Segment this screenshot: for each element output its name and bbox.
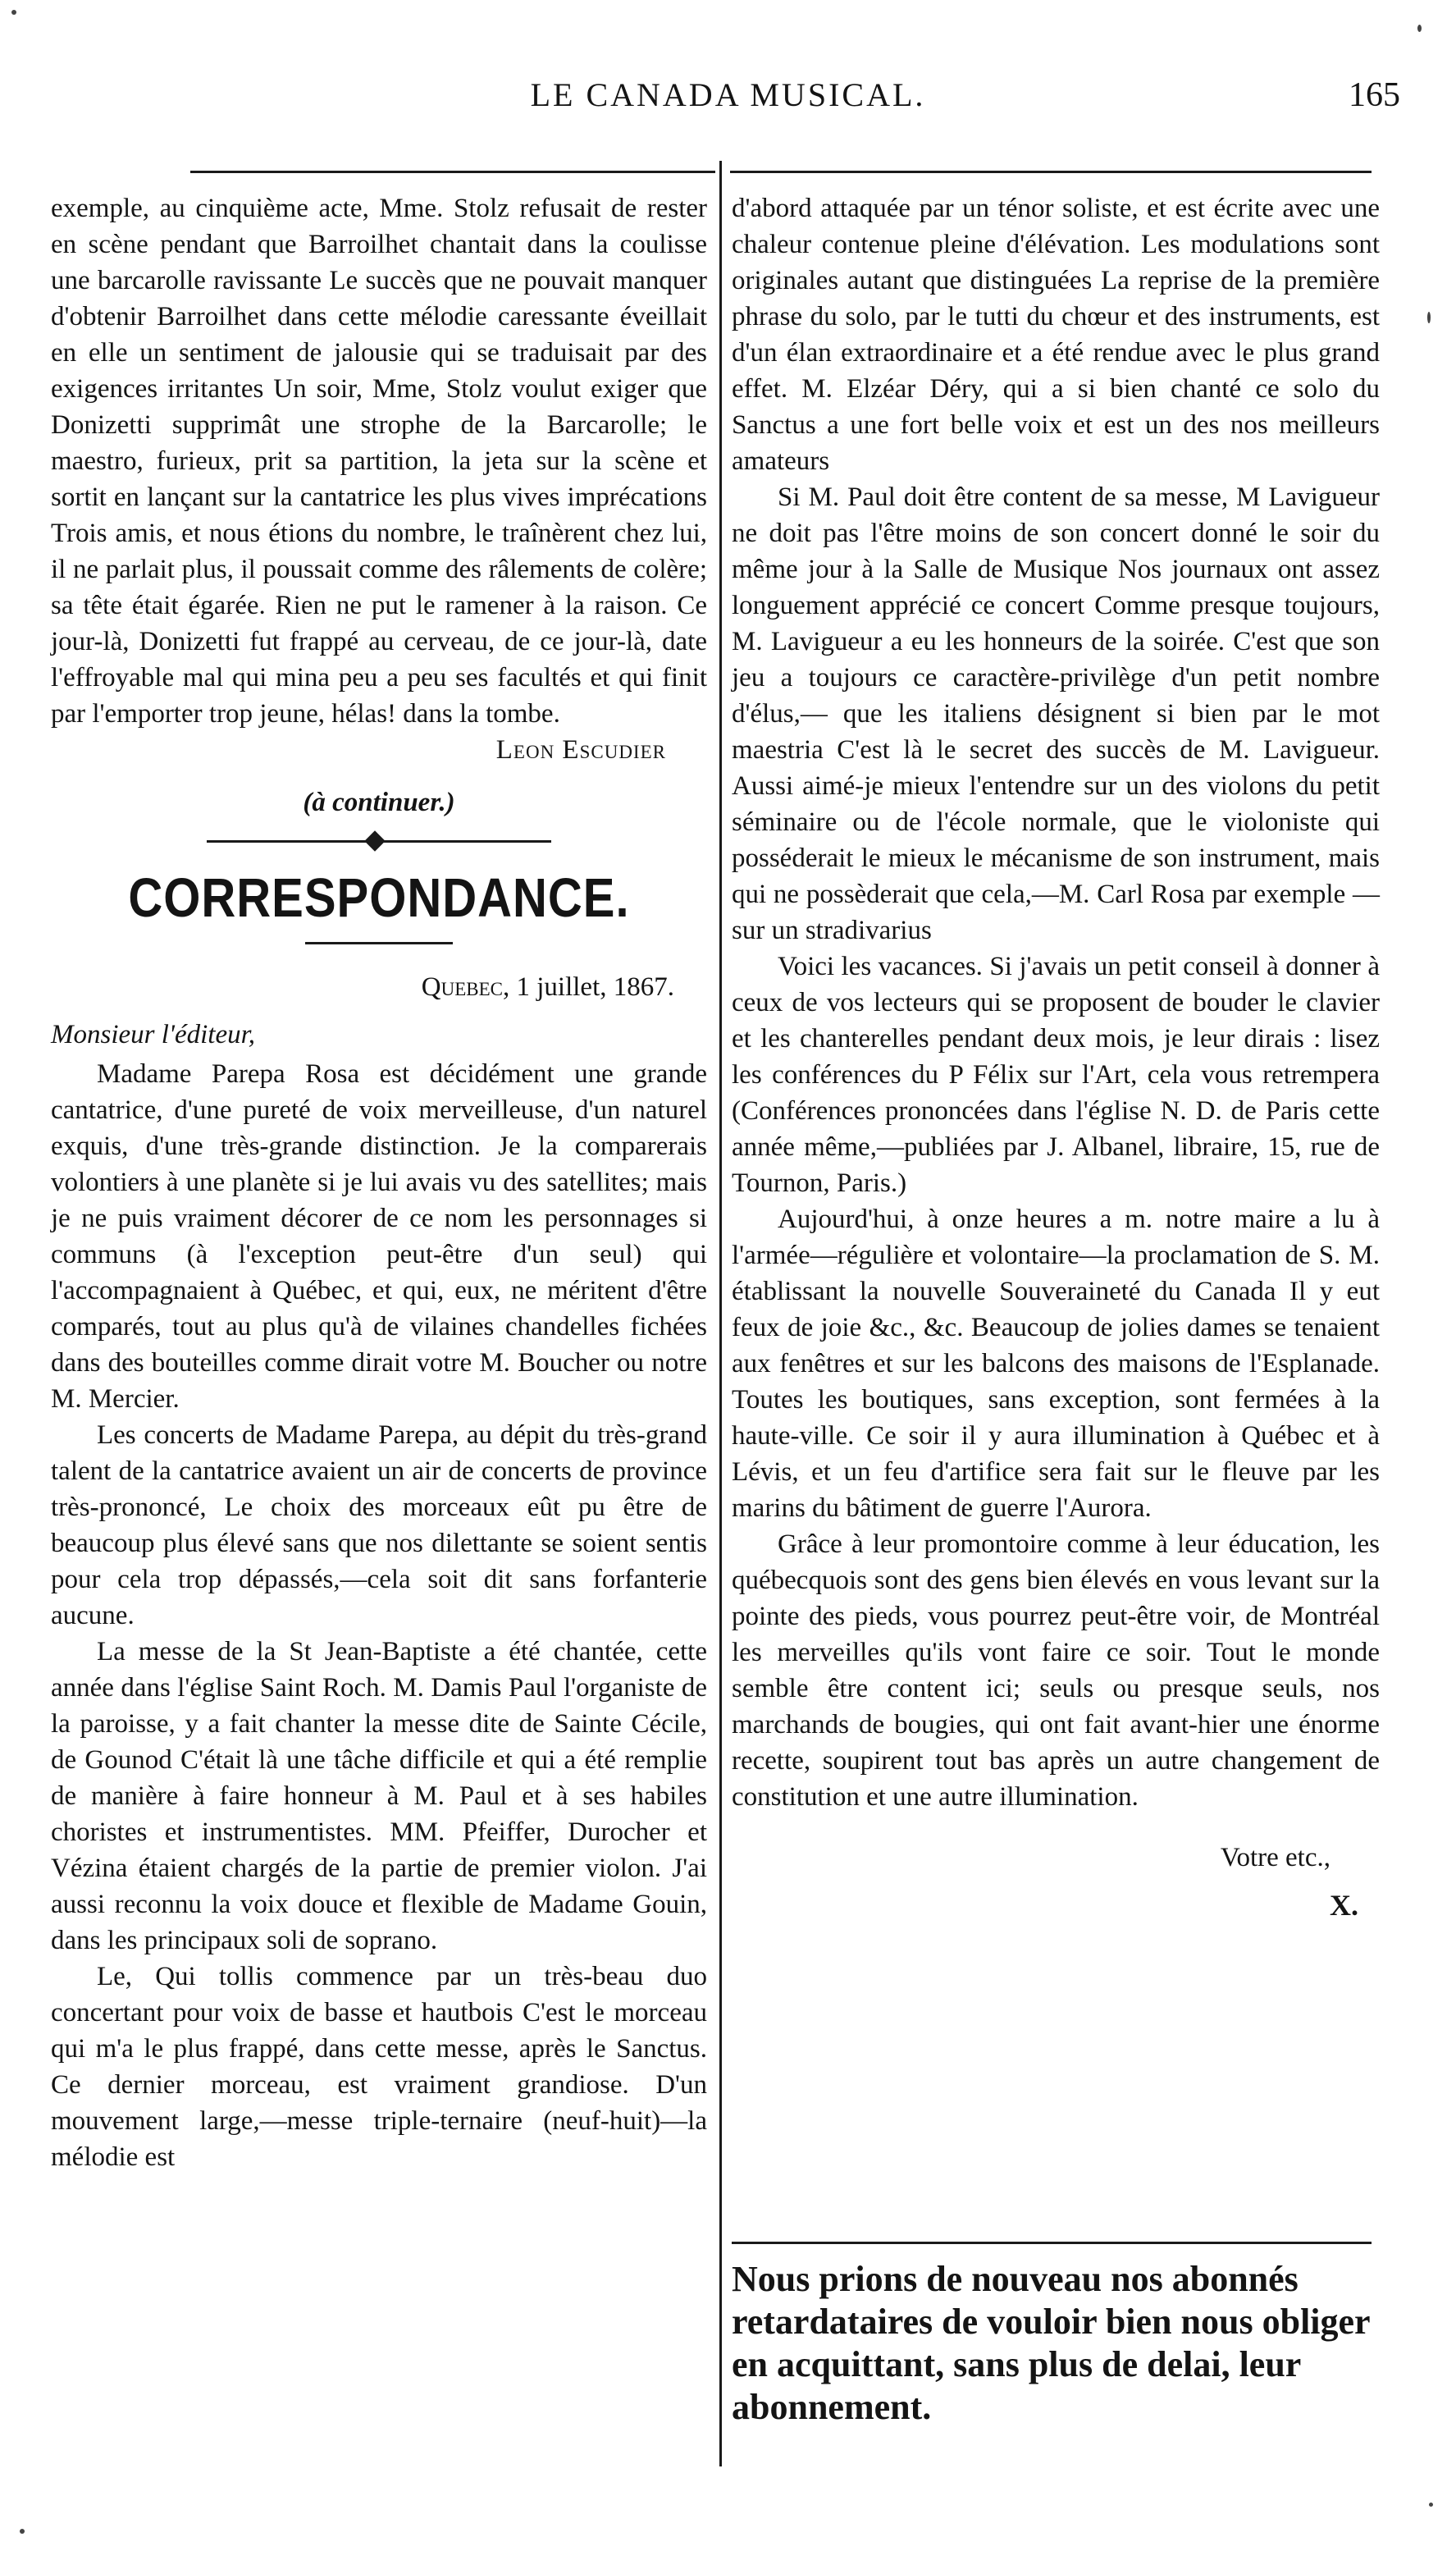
print-speck [11, 10, 16, 15]
letter-paragraph: Les concerts de Madame Parepa, au dépit du très-grand talent de la cantatrice avaient un air de concerts de province très-prononcé, Le choix des morceaux eût pu être de beaucoup plus élevé sans que nos dilettante se soient sentis pour cela trop dépassés,—cela soit dit sans forfanterie aucune. [51, 1420, 707, 1630]
letter-closing: Votre etc., [1220, 1843, 1330, 1872]
print-speck [20, 2529, 25, 2534]
letter-paragraph: La messe de la St Jean-Baptiste a été chantée, cette année dans l'église Saint Roch. M. Damis Paul l'organiste de la paroisse, y a fait chanter la messe dite de Sainte Cécile, de Gounod C'était là une tâche difficile et qui a été remplie de manière à faire honneur à M. Paul et à ses habiles choristes et instrumentistes. MM. Pfeiffer, Durocher et Vézina étaient chargés de la partie de premier violon. J'ai aussi reconnu la voix douce et flexible de Madame Gouin, dans les principaux soli de soprano. [51, 1637, 707, 1955]
heading-rule [305, 942, 453, 944]
subscription-notice-text: Nous prions de nouveau nos abonnés retardataires de vouloir bien nous obliger en acquittant, sans plus de delai, leur abonnement. [732, 2259, 1370, 2427]
section-heading: CORRESPONDANCE. [128, 867, 630, 929]
letter-paragraph: Voici les vacances. Si j'avais un petit conseil à donner à ceux de vos lecteurs qui se proposent de bouder le clavier et les chanterelles pendant deux mois, je leur dirais : lisez les conférences du P Félix sur l'Art, cela vous retrempera (Conférences prononcées dans l'église N. D. de Paris cette année même,—publiées par J. Albanel, libraire, 15, rue de Tournon, Paris.) [732, 952, 1380, 1198]
letter-paragraph: Aujourd'hui, à onze heures a m. notre maire a lu à l'armée—régulière et volontaire—la proclamation de S. M. établissant la nouvelle Souveraineté du Canada Il y eut feux de joie &c., &c. Beaucoup de jolies dames se tenaient aux fenêtres et sur les balcons des maisons de l'Esplanade. Toutes les boutiques, sans exception, sont fermées à la haute-ville. Ce soir il y aura illumination à Québec et à Lévis, et un feu d'artifice sera fait sur le fleuve par les marins du bâtiment de guerre l'Aurora. [732, 1205, 1380, 1523]
notice-rule [732, 2242, 1372, 2244]
column-divider [719, 161, 722, 2466]
letter-paragraph: Le, Qui tollis commence par un très-beau duo concertant pour voix de basse et hautbois C'est le morceau qui m'a le plus frappé, dans cette messe, après le Sanctus. Ce dernier morceau, est vraiment grandiose. D'un mouvement large,—messe triple-ternaire (neuf-huit)—la mélodie est [51, 1962, 707, 2172]
dateline-date: , 1 juillet, 1867. [503, 972, 674, 1002]
left-column [51, 190, 707, 2175]
continued-note: (à continuer.) [303, 788, 455, 817]
page-header [0, 75, 1456, 141]
subscription-notice [732, 2258, 1380, 2429]
author-signature: Leon Escudier [495, 735, 666, 765]
dateline-place: Quebec [421, 972, 503, 1002]
print-speck [1429, 2503, 1433, 2507]
salutation: Monsieur l'éditeur, [51, 1020, 256, 1049]
print-speck [1427, 312, 1431, 323]
page-number: 165 [1349, 76, 1400, 114]
letter-paragraph: d'abord attaquée par un ténor soliste, et est écrite avec une chaleur contenue pleine d'élévation. Les modulations sont originales autant que distinguées La reprise de la première phrase du solo, par le tutti du chœur et des instruments, est d'un élan extraordinaire et a été rendue avec le plus grand effet. M. Elzéar Déry, qui a si bien chanté ce solo du Sanctus a une fort belle voix et est un des nos meilleurs amateurs [732, 194, 1380, 476]
header-rule-left [190, 171, 715, 173]
right-column [732, 190, 1380, 1923]
header-rule-right [730, 171, 1372, 173]
letter-paragraph: Madame Parepa Rosa est décidément une grande cantatrice, d'une pureté de voix merveilleuse, d'un naturel exquis, d'une très-grande distinction. Je la comparerais volontiers à une planète si je lui avais vu des satellites; mais je ne puis vraiment décorer de ce nom les personnages si communs (à l'exception peut-être d'un seul) qui l'accompagnaient à Québec, et qui, eux, ne méritent d'être comparés, tout au plus qu'à de vilaines chandelles fichées dans des bouteilles comme dirait votre M. Boucher ou notre M. Mercier. [51, 1059, 707, 1414]
dateline [51, 969, 707, 1005]
letter-paragraph: Si M. Paul doit être content de sa messe, M Lavigueur ne doit pas l'être moins de son concert donné le soir du même jour à la Salle de Musique Nos journaux ont assez longuement apprécié ce concert Comme presque toujours, M. Lavigueur a eu les honneurs de la soirée. C'est que son jeu a toujours ce caractère-privilège d'un petit nombre d'élus,— que les italiens désignent si bien par le mot maestria C'est là le secret des succès de M. Lavigueur. Aussi aimé-je mieux l'entendre sur un des violons du petit séminaire ou de l'école normale, que le violoniste qui posséderait le mieux le mécanisme de son instrument, mais qui ne possèderait que cela,—M. Carl Rosa par exemple —sur un stradivarius [732, 482, 1380, 945]
running-title: LE CANADA MUSICAL. [530, 76, 926, 113]
ornamental-divider [207, 832, 551, 852]
article-paragraph: exemple, au cinquième acte, Mme. Stolz refusait de rester en scène pendant que Barroilhet chantait dans la coulisse une barcarolle ravissante Le succès que ne pouvait manquer d'obtenir Barroilhet dans cette mélodie caressante éveillait en elle un sentiment de jalousie qui se traduisait par des exigences irritantes Un soir, Mme, Stolz voulut exiger que Donizetti supprimât une strophe de la Barcarolle; le maestro, furieux, prit sa partition, la jeta sur la scène et sortit en lançant sur la cantatrice les plus vives imprécations Trois amis, et nous étions du nombre, le traînèrent chez lui, il ne parlait plus, il poussait comme des râlements de colère; sa tête était égarée. Rien ne put le ramener à la raison. Ce jour-là, Donizetti fut frappé au cerveau, de ce jour-là, date l'effroyable mal qui mina peu a peu ses facultés et qui finit par l'emporter trop jeune, hélas! dans la tombe. [51, 194, 707, 729]
letter-paragraph: Grâce à leur promontoire comme à leur éducation, les québecquois sont des gens bien élevés en vous levant sur la pointe des pieds, vous pourrez peut-être voir, de Montréal les merveilles qu'ils vont faire ce soir. Tout le monde semble être content ici; seuls ou presque seuls, nos marchands de bougies, qui ont fait avant-hier une énorme recette, soupirent tout bas après un autre changement de constitution et une autre illumination. [732, 1529, 1380, 1812]
letter-signature: X. [1330, 1889, 1358, 1922]
print-speck [1417, 25, 1422, 32]
